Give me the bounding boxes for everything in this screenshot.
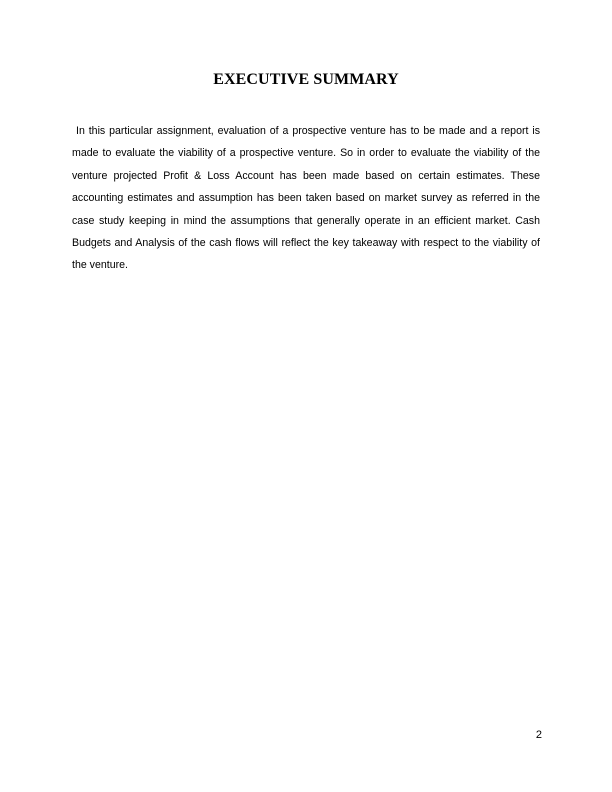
page-number: 2 [535,729,542,741]
summary-paragraph: In this particular assignment, evaluation of a prospective venture has to be made and a report is made to evaluate the viability of a prospective venture. So in order to evaluate the viability of the venture projected Profit & Loss Account has been made based on certain estimates. These accounting estimates and assumption has been taken based on market survey as referred in the case study keeping in mind the assumptions that generally operate in an efficient market. Cash Budgets and Analysis of the cash flows will reflect the key takeaway with respect to the viability of the venture. [72,125,540,272]
page-title: EXECUTIVE SUMMARY [213,71,399,88]
